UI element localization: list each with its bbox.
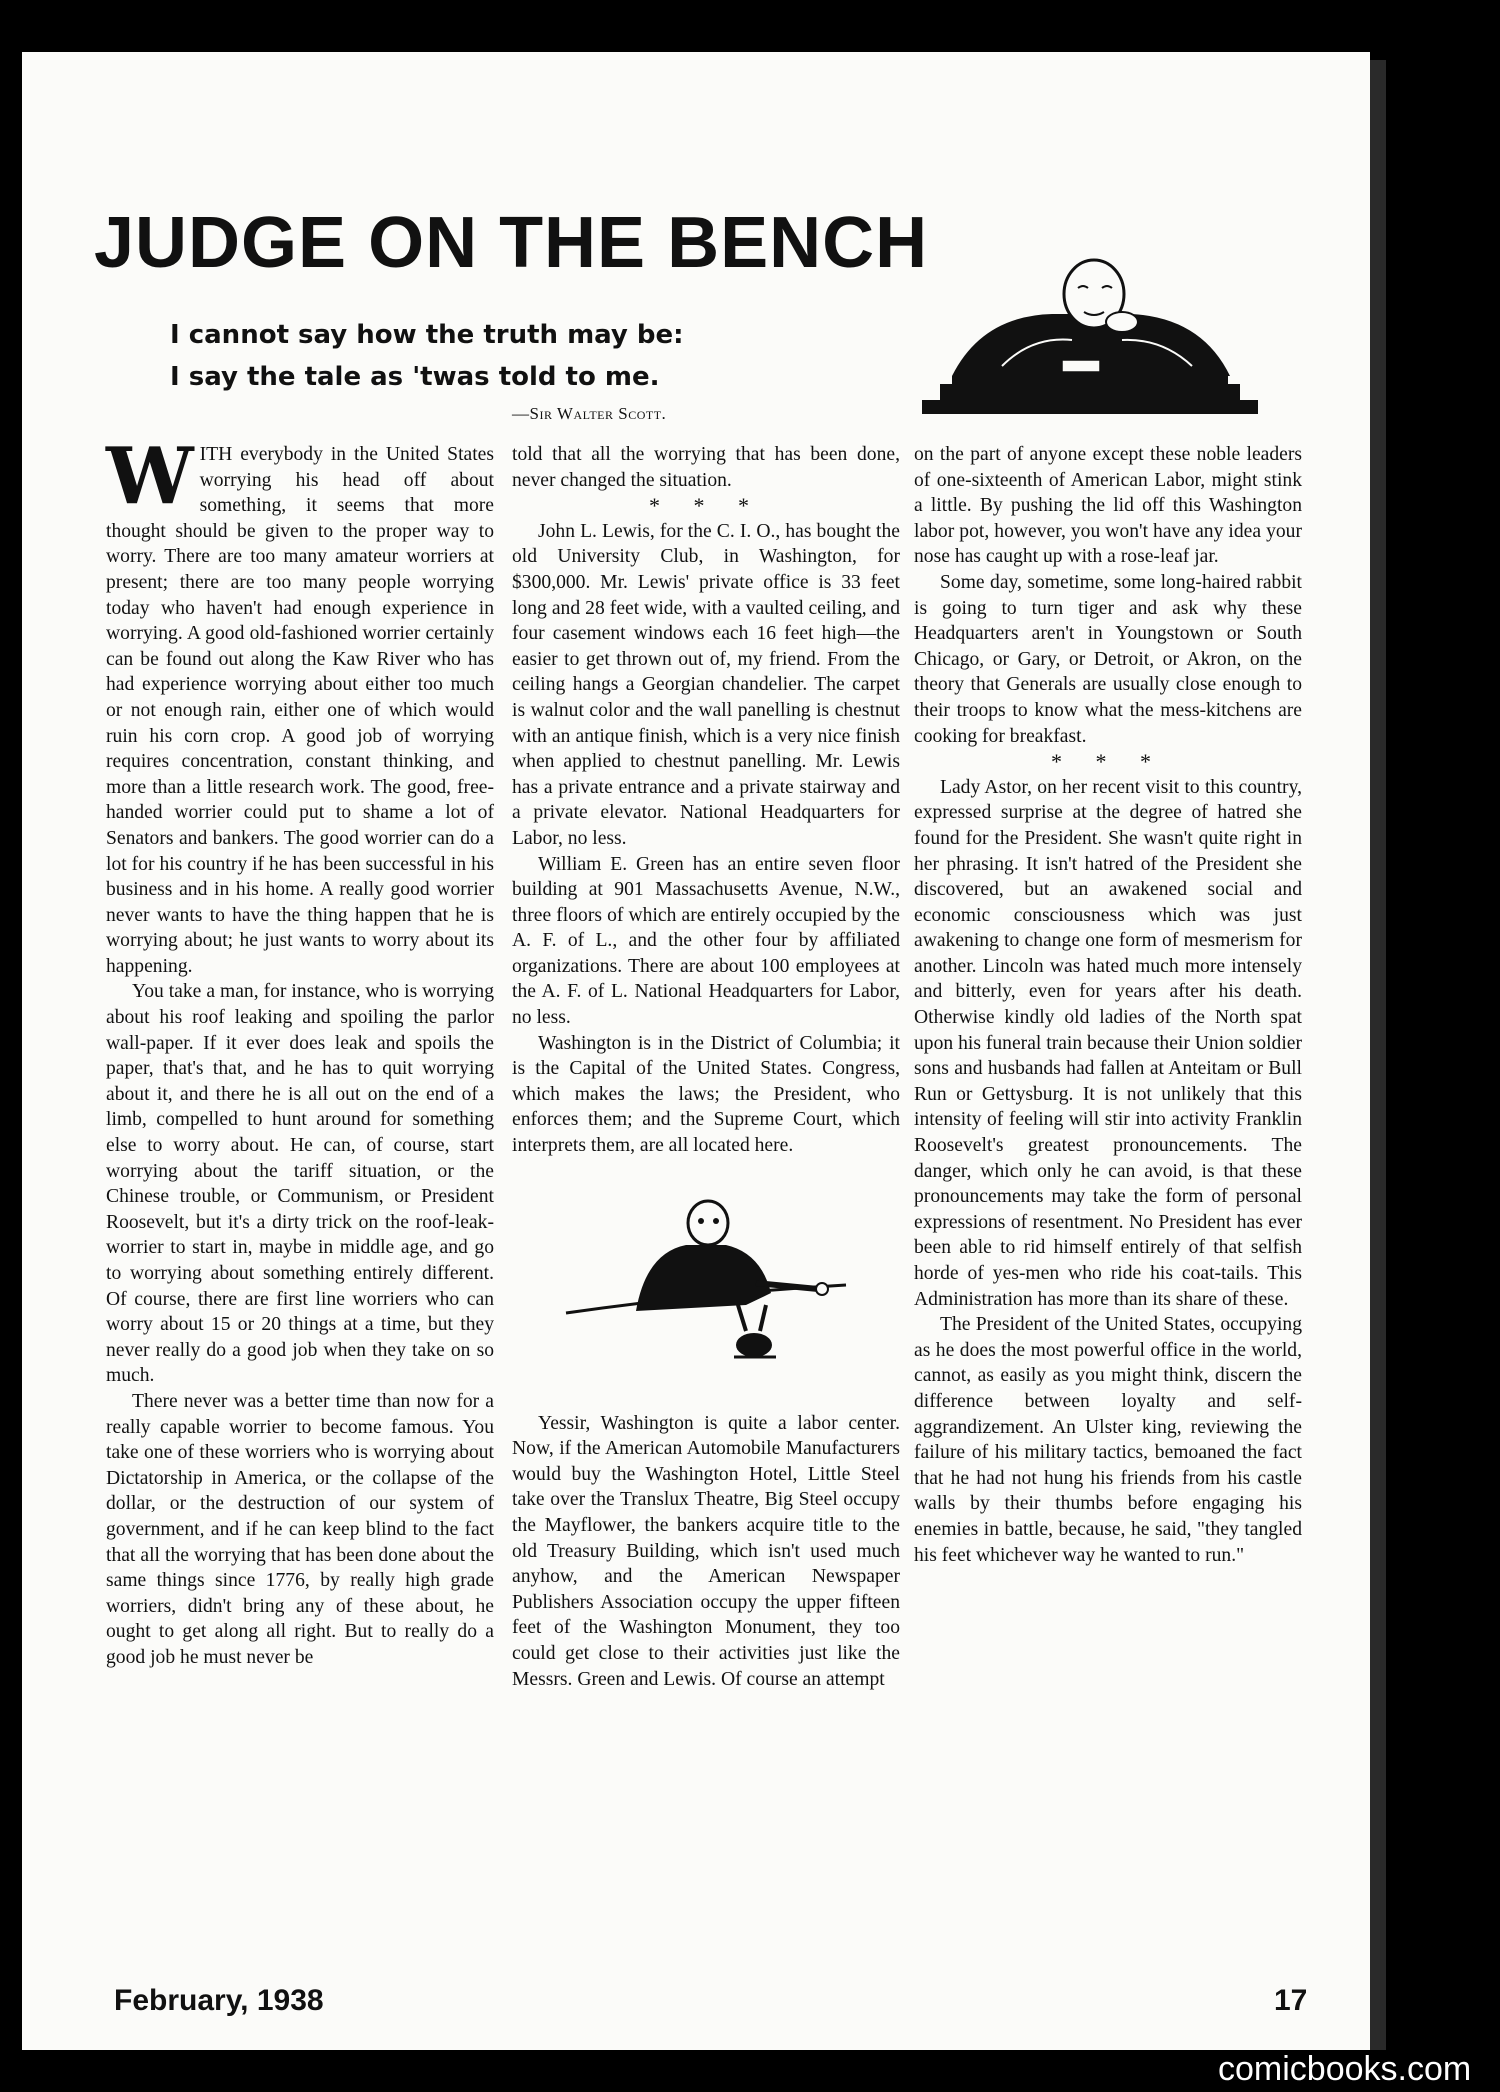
magazine-page [22,52,1370,2050]
lawyer-illustration [556,1193,856,1373]
paragraph: William E. Green has an entire seven floor building at 901 Massachusetts Avenue, N.W., three floors of which are entirely occupied by the A. F. of L., and the other four by affiliated organizations. There are about 100 employees at the A. F. of L. National Headquarters for Labor, no less. [512,853,900,1029]
epigraph [170,314,684,398]
paragraph: The President of the United States, occupying as he does the most powerful office in the world, cannot, as easily as you might think, discern the difference between loyalty and self-aggrandizement. An Ulster king, reviewing the failure of his military tactics, bemoaned the fact that he had not hung his friends from his castle walls by their thumbs before engaging his enemies in battle, because, he said, "they tangled his feet whichever way he wanted to run." [914,1314,1302,1566]
paragraph: John L. Lewis, for the C. I. O., has bought the old University Club, in Washington, for $300,000. Mr. Lewis' private office is 33 feet long and 28 feet wide, with a vaulted ceiling, and four casement windows each 16 feet high—the easier to get thrown out of, my friend. From the ceiling hangs a Georgian chandelier. The carpet is walnut color and the wall panelling is chestnut with an antique finish, which is a very nice finish when applied to chestnut panelling. Mr. Lewis has a private entrance and a private stairway and a private elevator. National Headquarters for Labor, no less. [512,520,900,849]
headline: JUDGE ON THE BENCH [94,203,929,283]
paragraph: There never was a better time than now for a really capable worrier to become famous. You take one of these worriers who is worrying about Dictatorship in America, or the collapse of the dollar, or the destruction of our system of government, and if he can keep blind to the fact that all the worrying that has been done about the same things since 1776, by really high grade worriers, didn't bring any of these about, he ought to get along all right. But to really do a good job he must never be [106,1390,494,1668]
section-separator: * * * [649,493,763,519]
paragraph: Some day, sometime, some long-haired rabbit is going to turn tiger and ask why these Headquarters aren't in Youngstown or South Chicago, or Gary, or Detroit, or Akron, on the theory that Generals are usually close enough to their troops to know what the mess-kitchens are cooking for breakfast. [914,571,1302,747]
column-1 [106,431,494,1671]
paragraph: Yessir, Washington is quite a labor center. Now, if the American Automobile Manufacturers would buy the Washington Hotel, Little Steel take over the Translux Theatre, Big Steel occupy the Mayflower, the bankers acquire title to the old Treasury Building, which isn't used much anyhow, and the American Newspaper Publishers Association occupy the upper fifteen feet of the Washington Monument, they too could get close to their activities just like the Messrs. Green and Lewis. Of course an attempt [512,1412,900,1690]
drop-cap: W [106,431,194,522]
page-edge-shadow [1370,60,1386,2050]
section-separator: * * * [1051,749,1165,775]
paragraph [106,431,494,979]
epigraph-line-1: I cannot say how the truth may be: [170,320,684,350]
judge-illustration [912,256,1272,432]
column-3 [914,442,1302,1568]
epigraph-attribution: —Sir Walter Scott. [512,404,667,423]
paragraph: told that all the worrying that has been done, never changed the situation. [512,444,900,491]
epigraph-line-2: I say the tale as 'twas told to me. [170,362,660,392]
page-number: 17 [1274,1984,1308,2017]
paragraph: Lady Astor, on her recent visit to this country, expressed surprise at the degree of hatred she found for the President. She wasn't quite right in her phrasing. It isn't hatred of the President she discovered, but an awakened social and economic consciousness which was just awakening to change one form of mesmerism for another. Lincoln was hated much more intensely and bitterly, even for years after his death. Otherwise kindly old ladies of the North spat upon his funeral train because their Union soldier sons and husbands had fallen at Anteitam or Bull Run or Gettysburg. It is not unlikely that this intensity of feeling will stir into activity Franklin Roosevelt's greatest pronouncements. The danger, which only he can avoid, is that these pronouncements may take the form of personal expressions of resentment. No President has ever been able to rid himself entirely of that selfish horde of yes-men who ride his coat-tails. This Administration has more than its share of these. [914,776,1302,1310]
issue-date: February, 1938 [114,1984,324,2017]
paragraph: You take a man, for instance, who is worrying about his roof leaking and spoiling the parlor wall-paper. If it ever does leak and spoils the paper, that's that, and he has to quit worrying about it, and there he is all out on the end of a limb, compelled to hunt around for something else to worry about. He can, of course, start worrying about the tariff situation, or the Chinese trouble, or Communism, or President Roosevelt, but it's a dirty trick on the roof-leak-worrier to start in, maybe in middle age, and go to worrying about something entirely different. Of course, there are first line worriers who can worry about 15 or 20 things at a time, but they never really do a good job when they take on so much. [106,981,494,1387]
paragraph: on the part of anyone except these noble leaders of one-sixteenth of American Labor, might stink a little. By pushing the lid off this Washington labor pot, however, you won't have any idea your nose has caught up with a rose-leaf jar. [914,444,1302,568]
paragraph-text: ITH everybody in the United States worrying his head off about something, it seems that more thought should be given to the proper way to worry. There are too many amateur worriers at present; there are too many people worrying today who haven't had enough experience in worrying. A good old-fashioned worrier certainly can be found out along the Kaw River who has had experience worrying about either too much or not enough rain, either one of which would ruin his corn crop. A good job of worrying requires concentration, constant thinking, and more than a little research work. The good, free-handed worrier could put to shame a lot of Senators and bankers. The good worrier can do a lot for his country if he has been successful in his business and in his home. A really good worrier never wants to have the thing happen that he is worrying about; he just wants to worry about its happening. [106,444,494,977]
site-watermark: comicbooks.com [1218,2050,1472,2088]
paragraph: Washington is in the District of Columbia; it is the Capital of the United States. Congress, which makes the laws; the President, who enforces them; and the Supreme Court, which interprets them, are all located here. [512,1032,900,1157]
column-2 [512,442,900,1692]
